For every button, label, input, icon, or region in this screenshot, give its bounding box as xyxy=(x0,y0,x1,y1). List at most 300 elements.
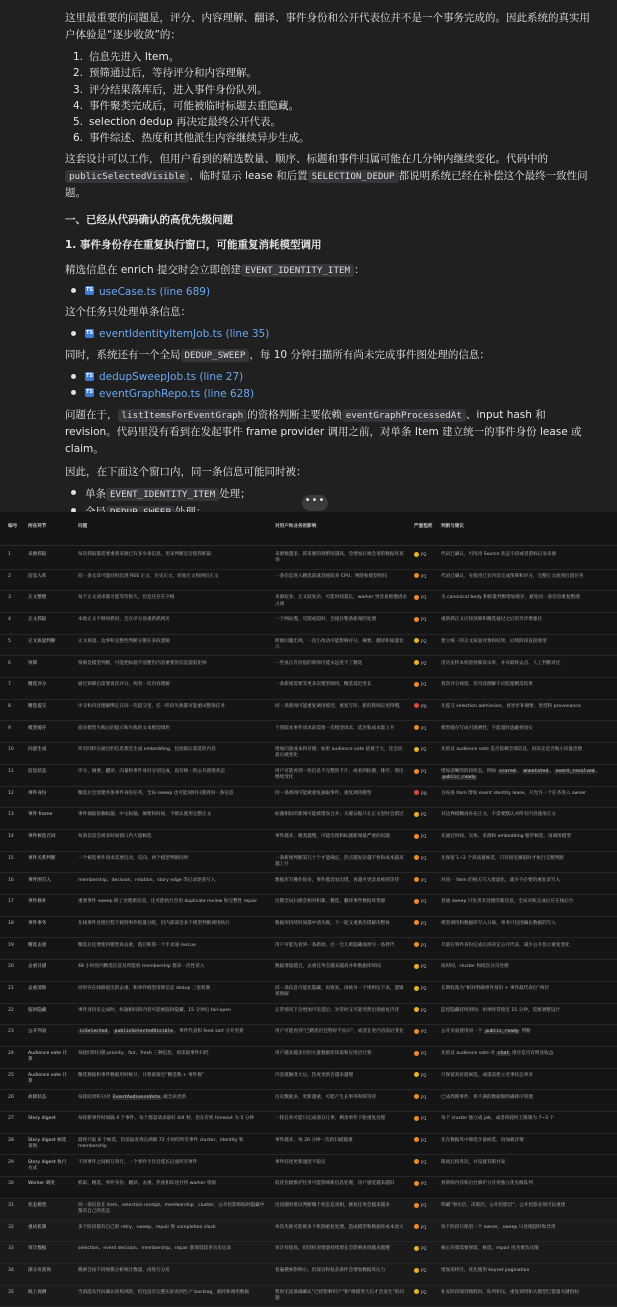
row-stage: 公开列表 xyxy=(28,1029,47,1035)
row-impact: 事件越多，聚类越慢，可能出现和标题新闻最严重的问题 xyxy=(275,834,390,840)
table-row xyxy=(0,787,617,809)
severity-dot-icon xyxy=(414,552,419,557)
severity-label: P1 xyxy=(421,574,427,580)
table-row xyxy=(0,1242,617,1264)
row-impact: 标题相似的新闻可能被错误合并；关键证据只在正文里时会错过 xyxy=(275,812,404,818)
row-impact: 普遍搜索影响小，但深页和复杂条件会增加数据库压力 xyxy=(275,1268,386,1274)
severity-dot-icon xyxy=(414,638,419,643)
severity-dot-icon xyxy=(414,725,419,730)
row-recommendation: 明确“事实层、决策层、公开投影层”，公开投影必须可以重建 xyxy=(441,1203,566,1208)
inline-code: listItemsForEventGraph xyxy=(118,409,248,422)
row-problem: membership、decision、relation、story edge 等记录逐条写入 xyxy=(78,877,216,883)
inline-code: DEDUP_SWEEP xyxy=(181,349,250,362)
step-text: 事件聚类完成后，可能被临时标题去重隐藏。 xyxy=(89,99,299,112)
row-problem: 同一条文章可能同时出现 RSS 正文、历史正文、原始正文和网页正文 xyxy=(78,573,219,579)
table-row xyxy=(0,743,617,765)
inline-code: publicSelectedVisible xyxy=(65,170,189,183)
row-impact: 增加向量成本和存储；如果 audience vote 依被于大，还会向最后做变化 xyxy=(275,747,403,759)
severity-label: P1 xyxy=(421,921,427,927)
table-row xyxy=(0,1112,617,1134)
row-stage: 正文整理 xyxy=(28,595,47,601)
severity-badge xyxy=(414,726,436,733)
severity-badge xyxy=(414,899,436,906)
row-number: 28 xyxy=(8,1137,14,1143)
table-row xyxy=(0,635,617,657)
row-recommendation: 公开页面使用同一个 public_ready 判断 xyxy=(441,1029,531,1035)
row-impact: 这期全局扫描会相对积累，精选、翻译事件数据库资源 xyxy=(275,899,386,905)
ts-file-icon: TS xyxy=(85,372,93,379)
row-recommendation: 每个 cluster 独立成 job，或者将耗时上限制为 7~3 个 xyxy=(441,1116,555,1122)
row-number: 15 xyxy=(8,855,14,861)
row-recommendation: 先保留 1~2 个高质量候选，只有接近阈值时才执行完整判断 xyxy=(441,855,564,861)
row-number: 9 xyxy=(8,725,11,731)
chat-message-panel xyxy=(0,0,617,512)
file-link[interactable] xyxy=(71,369,597,386)
severity-label: P1 xyxy=(421,1138,427,1144)
bullet-icon xyxy=(71,390,76,395)
row-recommendation: 先提交 selection admission，再异步补摘要、类型和 provenance xyxy=(441,703,581,709)
assistant-message xyxy=(65,10,597,541)
row-problem: isSelected 、 publicSelectedVisible 、事件代表和 feed sort 分开更新 xyxy=(79,1029,244,1035)
table-row xyxy=(0,1069,617,1091)
row-problem: 精选数据和事件数据用时候计，计算最接近“精选数 + 事件数” xyxy=(78,1072,205,1078)
row-number: 5 xyxy=(8,638,11,644)
row-stage: 故障状态 xyxy=(28,1094,47,1100)
severity-dot-icon xyxy=(414,1224,419,1229)
row-problem: 每条信息会被多时间窗口内大量候选 xyxy=(78,834,152,840)
row-problem: 通过预筛后需要再次评分，两者一次内容理解 xyxy=(78,682,170,688)
row-recommendation: 先在数据库中筛选少量候选，再加载详情 xyxy=(441,1137,524,1143)
row-impact: 用户可能先看到一条新闻，过一会儿被隐藏或被另一条替代 xyxy=(275,942,395,948)
row-stage: 事件关系判断 xyxy=(28,855,56,861)
file-reference-list xyxy=(71,369,597,403)
step-number: 1. xyxy=(73,51,84,63)
paragraph-text: 的资格判断主要依赖 xyxy=(247,408,342,421)
row-stage: 模型缓存 xyxy=(28,725,47,731)
row-number: 27 xyxy=(8,1116,14,1122)
severity-badge xyxy=(414,1246,436,1253)
file-link[interactable] xyxy=(71,284,597,301)
row-number: 24 xyxy=(8,1051,14,1057)
column-header-stage: 所在环节 xyxy=(28,524,47,529)
row-stage: Worker 调度 xyxy=(28,1181,55,1187)
row-impact: 历史数据多，更新越重，可能产生长事务和锁等待 xyxy=(275,1094,377,1100)
row-impact: 事件越多，每 30 分钟一次的扫描越重 xyxy=(275,1137,353,1143)
problem-paragraph xyxy=(65,407,597,458)
column-header-recommendation: 判断与建议 xyxy=(441,524,464,529)
row-recommendation: 代码已确认，先使用已有内容完成预筛和评分，完整正文放到后置任务 xyxy=(441,573,584,579)
row-recommendation: 长期收敛为“相对明确事件身份 + 事件最代表位”两层 xyxy=(441,986,550,991)
row-stage: 精选评分 xyxy=(28,682,47,688)
paragraph-text: 问题在于， xyxy=(65,408,118,421)
row-problem: 精选后会创建单条事件身份任务，全局 sweep 也可能同时扫描到同一条信息 xyxy=(78,790,234,796)
severity-dot-icon xyxy=(414,899,419,904)
row-stage: 正文质量判断 xyxy=(28,638,56,644)
severity-dot-icon xyxy=(414,1029,419,1034)
row-problem: 评分和内容理解绑定在同一次提交里，任一阶段失败都可能重试整条任务 xyxy=(78,703,226,709)
severity-dot-icon xyxy=(414,1051,419,1056)
step-number: 6. xyxy=(73,132,84,145)
severity-label: P2 xyxy=(421,1073,427,1079)
row-stage: 信息入库 xyxy=(28,573,47,579)
row-stage: 去重日描 xyxy=(28,964,47,970)
severity-dot-icon xyxy=(414,682,419,687)
bullet-text: 处理； xyxy=(219,487,251,500)
severity-badge xyxy=(414,639,436,646)
steps-list xyxy=(73,49,597,147)
row-problem: 正文质量、边界和完整性判断分散在多段逻辑 xyxy=(78,638,170,644)
table-row xyxy=(0,1134,617,1156)
row-number: 26 xyxy=(8,1094,14,1100)
ts-file-icon: TS xyxy=(85,389,93,396)
severity-badge xyxy=(414,1290,436,1297)
severity-badge xyxy=(414,617,436,624)
row-recommendation: 为每条 Item 增加 event identity lease，只允许一个任务进入 owner xyxy=(441,790,587,796)
row-problem: 每轮新事件时间隔 4 个事件、每个都超请求最好 4/4 秒，但在有机 timeout 为 5 分钟 xyxy=(78,1116,255,1122)
file-link[interactable] xyxy=(71,386,597,403)
consistency-paragraph xyxy=(65,151,597,202)
row-stage: Audience vote 计算 xyxy=(28,1072,68,1084)
step-number: 4. xyxy=(73,99,84,112)
row-recommendation: 增加清晰的阶段状态，例如 scored 、 annotated 、 event_resolved 、public_ready xyxy=(441,769,601,781)
file-link[interactable] xyxy=(71,326,597,343)
table-row xyxy=(0,1156,617,1178)
row-problem: 每个正文请求都可能等待很久，但是还存在空格 xyxy=(78,595,175,601)
severity-dot-icon xyxy=(414,1137,419,1142)
more-button[interactable]: ••• xyxy=(302,495,328,511)
severity-dot-icon xyxy=(414,595,419,600)
step-item xyxy=(73,65,597,81)
severity-badge xyxy=(414,769,436,776)
paragraph-text: ，每 10 分钟扫描所有尚未完成事件图处理的信息： xyxy=(249,349,490,362)
row-impact: 一条信息进入精选前就消耗较多 CPU、网络和模型时间 xyxy=(275,573,387,579)
severity-dot-icon xyxy=(414,1181,419,1186)
severity-label: P1 xyxy=(421,1117,427,1123)
table-row xyxy=(0,830,617,852)
row-impact: 一条新闻判断第几十个才能确定，热点越复杂越不快和成本越来越上升 xyxy=(275,855,404,867)
step-number: 2. xyxy=(73,67,84,80)
row-recommendation: 用历史样本校验预筛误杀率，并对最终去点、人工判断对比 xyxy=(441,660,561,666)
step-item xyxy=(73,98,597,114)
severity-label: P1 xyxy=(421,943,427,949)
row-recommendation: 先验证 audience vote 是否依赖全部信息，再决定是否缩小向量范围 xyxy=(441,747,583,753)
severity-dot-icon xyxy=(414,573,419,578)
severity-badge xyxy=(414,1073,436,1080)
row-stage: 来源抓取 xyxy=(28,552,47,557)
paragraph-text: 、临时显示 lease 和后置 xyxy=(189,169,308,182)
row-number: 14 xyxy=(8,834,14,840)
row-impact: 个别版本事件请求前需要一次模型请求，延迟和成本都上升 xyxy=(275,725,395,731)
file-reference-list xyxy=(71,284,597,301)
row-problem: 抓取、精选、事件身份、翻译、去重、热度和综述共用 worker 资源 xyxy=(78,1181,217,1187)
row-number: 3 xyxy=(8,595,11,601)
severity-label: P0 xyxy=(421,704,427,710)
severity-dot-icon xyxy=(414,942,419,947)
row-recommendation: 按时间、cluster 和批次分页处理 xyxy=(441,964,509,970)
issue-heading: 1. 事件身份存在重复执行窗口，可能重复消耗模型调用 xyxy=(65,238,322,251)
file-link-label[interactable]: useCase.ts (line 689) xyxy=(99,285,211,298)
row-problem: 多个阶段都有自己的 retry、sweep、repair 和 completion clock xyxy=(78,1224,216,1230)
row-number: 31 xyxy=(8,1203,14,1208)
row-number: 11 xyxy=(8,769,14,774)
file-reference-list xyxy=(71,326,597,343)
severity-label: P2 xyxy=(421,813,427,819)
row-problem: 同一条信息在 item、selection receipt、membership、cluster、公开投影和临时隐藏中都有自己的状态 xyxy=(78,1203,265,1215)
row-impact: 用户可能看到一份信息不完整的卡片，或看到标题、排序、增出继续变化 xyxy=(275,769,404,781)
severity-label: P2 xyxy=(421,553,427,558)
severity-dot-icon xyxy=(414,1203,419,1208)
severity-dot-icon xyxy=(414,964,419,969)
bullet-item xyxy=(71,486,597,504)
file-link-label[interactable]: dedupSweepJob.ts (line 27) xyxy=(99,371,244,384)
row-stage: 正文抓取 xyxy=(28,617,47,623)
row-problem: 事件抽取依赖标题、中文标题、摘要和时间，不断认使用完整正文 xyxy=(78,812,212,818)
inline-code: SELECTION_DEDUP xyxy=(308,170,399,183)
severity-label: P1 xyxy=(421,900,427,906)
severity-badge xyxy=(414,1160,436,1167)
row-impact: 暂时无法准确确认“已经影响用户”和“规模变大后才会发生”的问题 xyxy=(275,1289,404,1301)
severity-label: P1 xyxy=(421,1030,427,1036)
row-impact: 数据库写操作很多，事件越容易出错，再越可更容易被锁等待 xyxy=(275,877,400,883)
severity-label: P2 xyxy=(421,1290,427,1296)
row-recommendation: 限流后按各次，并设置有限并发 xyxy=(441,1159,506,1165)
severity-badge xyxy=(414,1051,436,1058)
severity-badge xyxy=(414,1225,436,1232)
step-item xyxy=(73,130,597,146)
step-item xyxy=(73,114,597,130)
row-recommendation: 先通过时间、实体、来源和 embedding 缩窄候选，再调用模型 xyxy=(441,834,571,840)
table-row xyxy=(0,960,617,982)
issue-table xyxy=(0,512,617,1301)
severity-dot-icon xyxy=(414,986,419,991)
table-row xyxy=(0,917,617,939)
severity-dot-icon xyxy=(414,769,419,774)
row-impact: 单次失败可能被多个机制重复处理，造成模型和数据库成本放大 xyxy=(275,1224,404,1230)
severity-label: P2 xyxy=(421,987,427,992)
severity-badge xyxy=(414,1116,436,1123)
severity-dot-icon xyxy=(414,790,419,795)
severity-dot-icon xyxy=(414,617,419,622)
row-problem: 本地正文不够时抓时，会在评分前重新抓网页 xyxy=(78,617,170,623)
row-stage: 去重清除 xyxy=(28,986,47,991)
row-problem: 评分、摘要、翻译、向量和事件身份分别完成，没有统一的公开就绪状态 xyxy=(78,769,226,774)
row-number: 23 xyxy=(8,1029,14,1035)
severity-label: P1 xyxy=(421,1160,427,1166)
table-row xyxy=(0,895,617,917)
row-impact: 用户越多越多层的大量数据库读取和应用层计算 xyxy=(275,1051,372,1057)
row-recommendation: 对边界模糊再补充正文，不需要默认对所有内容使用正文 xyxy=(441,812,556,818)
row-stage: 重试机制 xyxy=(28,1224,47,1230)
row-recommendation: 代码已确认，可改用 Source 状态字段或者游标记录来源 xyxy=(441,552,557,557)
step-text: selection dedup 再决定最终公开代表。 xyxy=(89,116,281,129)
paragraph-text: 这套设计可以工作，但用户看到的精选数量、顺序、标题和事件归属可能在几分钟内继续变化。代码中的 xyxy=(65,152,548,165)
severity-badge xyxy=(414,1138,436,1145)
row-number: 21 xyxy=(8,986,14,991)
row-recommendation: 将新鲜内容和后台修护分开用独立优先级队列 xyxy=(441,1181,533,1187)
column-header-severity: 严重程度 xyxy=(414,524,433,529)
intro-paragraph: 这里最重要的问题是，评分、内容理解、翻译、事件身份和公开代表位并不是一个事务完成的。因此系统的真实用户体验是“逐步收敛”的： xyxy=(65,12,590,41)
row-recommendation: 模型调用和数据库写入分离，事务只包围确认数据的写入 xyxy=(441,920,556,926)
severity-label: P0 xyxy=(421,791,427,797)
row-impact: 审计价值高，但同样表增量持续增长会影响查询越来越慢 xyxy=(275,1246,390,1252)
severity-badge xyxy=(414,791,436,798)
row-stage: 事件图写入 xyxy=(28,877,51,883)
row-stage: 审计数据 xyxy=(28,1246,47,1252)
row-stage: 信息状态 xyxy=(28,769,47,774)
severity-label: P1 xyxy=(421,1182,427,1188)
row-impact: 事件综述更新速度不稳定 xyxy=(275,1159,326,1165)
bullet-icon xyxy=(71,331,76,336)
row-problem: 重要事件 sweep 除了处理新信息，还可能执行会用 duplicate review 和完整性 repair xyxy=(78,899,258,905)
severity-badge xyxy=(414,682,436,689)
row-stage: 事件修补 xyxy=(28,899,47,905)
paragraph-text: 精选信息在 enrich 提交时会立即创建 xyxy=(65,263,241,276)
row-recommendation: 监控隐藏持续时间；如果经常接近 15 分钟，需要调整设计 xyxy=(441,1007,561,1013)
row-number: 34 xyxy=(8,1268,14,1274)
severity-dot-icon xyxy=(414,834,419,839)
severity-dot-icon xyxy=(414,877,419,882)
row-problem: 48 小时的内精选信息及所能放 membership 都多一次性读入 xyxy=(78,964,205,970)
severity-dot-icon xyxy=(414,1289,419,1294)
row-impact: 内容抵触变大后，热度更新会越来越慢 xyxy=(275,1072,354,1078)
row-recommendation: 每个阶段只保留一个 owner，sweep 只处理超时和异常 xyxy=(441,1224,556,1230)
file-link-label[interactable]: eventGraphRepo.ts (line 628) xyxy=(99,387,255,400)
table-row xyxy=(0,1177,617,1199)
row-recommendation: 核心决策需要保留，候选、repair 度为要负压缩 xyxy=(441,1246,539,1252)
severity-dot-icon xyxy=(414,1116,419,1121)
row-stage: 向量生成 xyxy=(28,747,47,753)
row-number: 20 xyxy=(8,964,14,970)
inline-code: eventGraphProcessedAt xyxy=(342,409,466,422)
table-row xyxy=(0,808,617,830)
severity-label: P1 xyxy=(421,596,427,602)
row-recommendation: 尽量在事件身份完成后再决定公开代表，减少公开显示重复变化 xyxy=(441,942,570,948)
severity-label: P1 xyxy=(421,1052,427,1058)
row-number: 16 xyxy=(8,877,14,883)
severity-label: P2 xyxy=(421,661,427,667)
severity-badge xyxy=(414,661,436,668)
enrich-paragraph xyxy=(65,262,597,279)
bullet-icon xyxy=(71,374,76,379)
severity-dot-icon xyxy=(414,660,419,665)
severity-badge xyxy=(414,943,436,950)
row-recommendation: 模型缓存写成可观测性，不能超时遮蔽掉真实 xyxy=(441,725,533,731)
severity-badge xyxy=(414,1008,436,1015)
row-problem: 面向模型失败后的提示和失败的文本模型调用 xyxy=(78,725,170,731)
file-link-label[interactable]: eventIdentityItemJob.ts (line 35) xyxy=(99,328,270,341)
row-stage: Audience vote 计算 xyxy=(28,1051,68,1063)
row-problem: 每次抓取都需要重新来源已有多少条信息，用来判断是否值得抓取 xyxy=(78,552,212,557)
table-row xyxy=(0,1025,617,1047)
severity-badge xyxy=(414,856,436,863)
step-text: 预筛通过后，等待评分和内容理解。 xyxy=(89,67,257,80)
severity-dot-icon xyxy=(414,747,419,752)
row-impact: 来源较多、正文较复杂，可能时间超长，worker 更容易被慢请求占满 xyxy=(275,595,407,607)
severity-label: P1 xyxy=(421,618,427,624)
row-impact: 数据增量越且，去重任务会越来越高并和数据库时间 xyxy=(275,964,381,970)
row-impact: 同一条信息可能先隐藏，再恢复，再被另一个规则压下来，逻辑难理解 xyxy=(275,986,404,998)
severity-label: P1 xyxy=(421,1095,427,1101)
column-header-impact: 对用户和业务的影响 xyxy=(275,524,317,529)
severity-dot-icon xyxy=(414,812,419,817)
row-problem: 所有同样在通过的信息都会生成 embedding，包括最后落选的内容 xyxy=(78,747,216,753)
paragraph-text: ： xyxy=(354,263,365,276)
severity-dot-icon xyxy=(414,855,419,860)
row-impact: 一轮任务可能只完成部分几事，剩余事件下轮重复处理 xyxy=(275,1116,386,1122)
row-recommendation: 普通 sweep 只负责未处理的新信息，全局对账完成后应在线后台 xyxy=(441,899,574,905)
severity-badge xyxy=(414,986,436,993)
step-number: 3. xyxy=(73,83,84,96)
row-stage: 精选去重 xyxy=(28,942,47,948)
row-number: 7 xyxy=(8,682,11,688)
row-stage: 事件候选召回 xyxy=(28,834,56,840)
severity-badge xyxy=(414,595,436,602)
severity-label: P1 xyxy=(421,1225,427,1231)
row-problem: 事件身份未完成时，标题相同的内容可能被临时隐藏，15 分钟后 fail-open xyxy=(78,1007,231,1013)
row-stage: 事件事务 xyxy=(28,920,47,926)
severity-label: P1 xyxy=(421,835,427,841)
paragraph-text: 都说明系统已经在补偿这个最终一致性问题。 xyxy=(65,169,588,199)
severity-badge xyxy=(414,1181,436,1188)
row-impact: 低优先级维护任务可能影响新信息处理，用户感觉越来越旧 xyxy=(275,1181,395,1187)
column-header-problem: 问题 xyxy=(78,524,88,529)
severity-badge xyxy=(414,747,436,754)
row-impact: 来源数越多，抓来源的频繁度越高，会增加后端会请的数据库查询 xyxy=(275,552,404,564)
ts-file-icon: TS xyxy=(85,329,93,336)
severity-label: P1 xyxy=(421,1204,427,1209)
inline-code: EVENT_IDENTITY_ITEM xyxy=(241,264,354,277)
severity-dot-icon xyxy=(414,1072,419,1077)
table-row xyxy=(0,1091,617,1113)
bullet-text: 单条 xyxy=(85,487,106,500)
row-impact: 同一条新闻可能被重复抽取事件，重复调用模型 xyxy=(275,790,372,796)
severity-badge xyxy=(414,1029,436,1036)
row-number: 10 xyxy=(8,747,14,753)
row-problem: 每轮同时扫描 priority、fair、fresh 三种信息，再读取事件归档 xyxy=(78,1051,209,1057)
severity-label: P2 xyxy=(421,1247,427,1253)
row-impact: 数据库持续时间都中请失败，下一轮又重新出错解决整体 xyxy=(275,920,390,926)
row-recommendation: 先验证 audience vote 对 chat 排序是否有明显收益 xyxy=(441,1051,554,1057)
severity-badge xyxy=(414,704,436,711)
row-number: 13 xyxy=(8,812,14,818)
severity-dot-icon xyxy=(414,920,419,925)
severity-badge xyxy=(414,574,436,581)
severity-badge xyxy=(414,1268,436,1275)
severity-dot-icon xyxy=(414,1007,419,1012)
table-row xyxy=(0,570,617,592)
row-number: 4 xyxy=(8,617,11,623)
row-recommendation: 只保留高价值候选，或提前建立近事状态事业 xyxy=(441,1072,533,1078)
table-row xyxy=(0,939,617,961)
table-row xyxy=(0,678,617,700)
table-row xyxy=(0,700,617,722)
step-item xyxy=(73,49,597,65)
row-stage: Story digest xyxy=(28,1116,56,1122)
inline-code: EVENT_IDENTITY_ITEM xyxy=(106,488,219,501)
row-stage: Story digest 候选查询 xyxy=(28,1137,67,1150)
column-header-number: 编号 xyxy=(8,524,18,529)
row-problem: selection、event decision、membership、repair 都保留较多历史记录 xyxy=(78,1246,232,1252)
row-problem: 每轮结果积分对 EventAudienceVote 做全表更新 xyxy=(78,1094,187,1100)
table-row xyxy=(0,1221,617,1243)
row-impact: 同一条新闻可能重复调用模型，重复写库，新的新闻应用得慢， xyxy=(275,703,404,709)
row-recommendation: 重新抓正文应按预筛和精选通过之后的异步增强任 xyxy=(441,617,543,623)
bullet-icon xyxy=(71,490,76,495)
severity-dot-icon xyxy=(414,1159,419,1164)
table-row xyxy=(0,591,617,613)
severity-label: P2 xyxy=(421,1269,427,1275)
severity-dot-icon xyxy=(414,703,419,708)
